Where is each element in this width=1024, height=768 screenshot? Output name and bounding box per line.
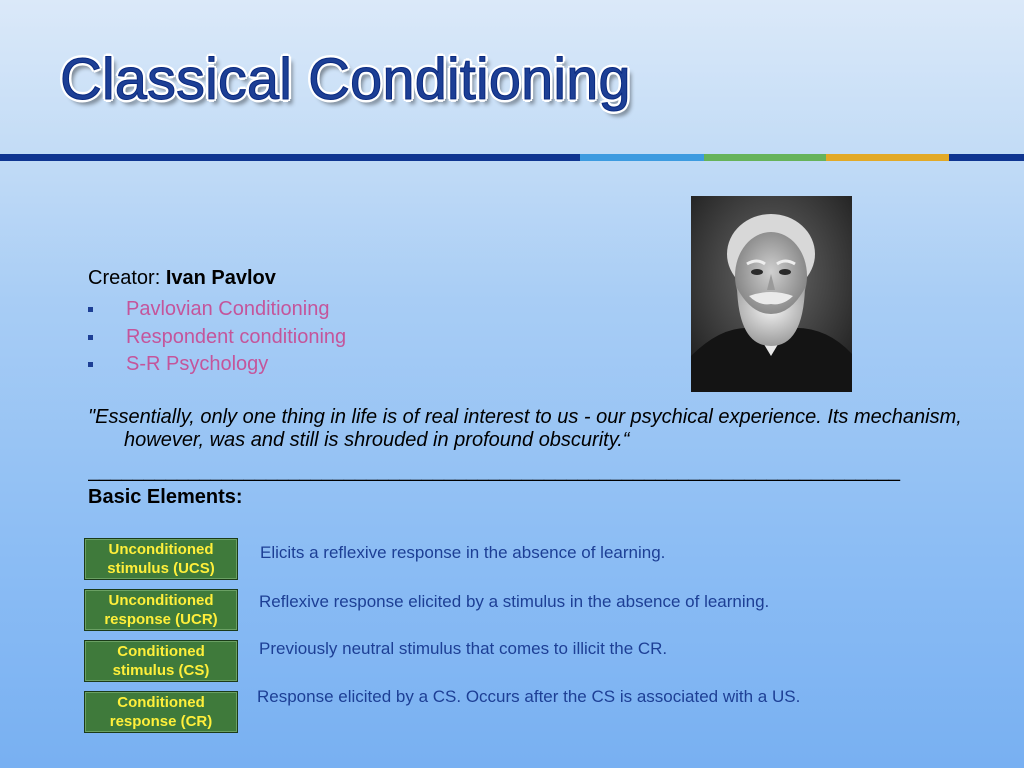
alias-text: S-R Psychology [126,353,269,375]
definition-ucs: Elicits a reflexive response in the absence of learning. [260,543,666,562]
list-item [88,296,346,324]
creator-aliases-list [88,296,346,379]
bullet-square-icon [88,307,93,312]
alias-text: Pavlovian Conditioning [126,298,330,320]
basic-elements-heading: Basic Elements: [88,486,243,508]
creator-name: Ivan Pavlov [165,267,276,289]
list-item [88,324,346,352]
term-box-cr: Conditioned response (CR) [84,691,238,733]
bullet-square-icon [88,362,93,367]
title-rule-gold-segment [826,154,949,161]
separator-line: _________________________________________________________________________ [88,460,900,482]
pavlov-portrait [691,196,852,392]
creator-line [88,267,276,290]
title-rule-green-segment [704,154,826,161]
title-rule [0,154,580,161]
term-box-ucr: Unconditioned response (UCR) [84,589,238,631]
list-item [88,351,346,379]
definition-cr: Response elicited by a CS. Occurs after the CS is associated with a US. [257,687,801,706]
creator-label: Creator: [88,267,161,289]
pavlov-quote: "Essentially, only one thing in life is of real interest to us - our psychical experience. Its mechanism, however, was and still is shrouded in profound obscurity.“ [88,406,962,451]
slide-title: Classical Conditioning [60,47,631,112]
term-box-cs: Conditioned stimulus (CS) [84,640,238,682]
bullet-square-icon [88,335,93,340]
title-rule-blue-segment [580,154,704,161]
alias-text: Respondent conditioning [126,325,347,348]
definition-cs: Previously neutral stimulus that comes to illicit the CR. [259,639,668,658]
definition-ucr: Reflexive response elicited by a stimulus in the absence of learning. [259,592,770,611]
title-rule-end [949,154,1024,161]
term-box-ucs: Unconditioned stimulus (UCS) [84,538,238,580]
